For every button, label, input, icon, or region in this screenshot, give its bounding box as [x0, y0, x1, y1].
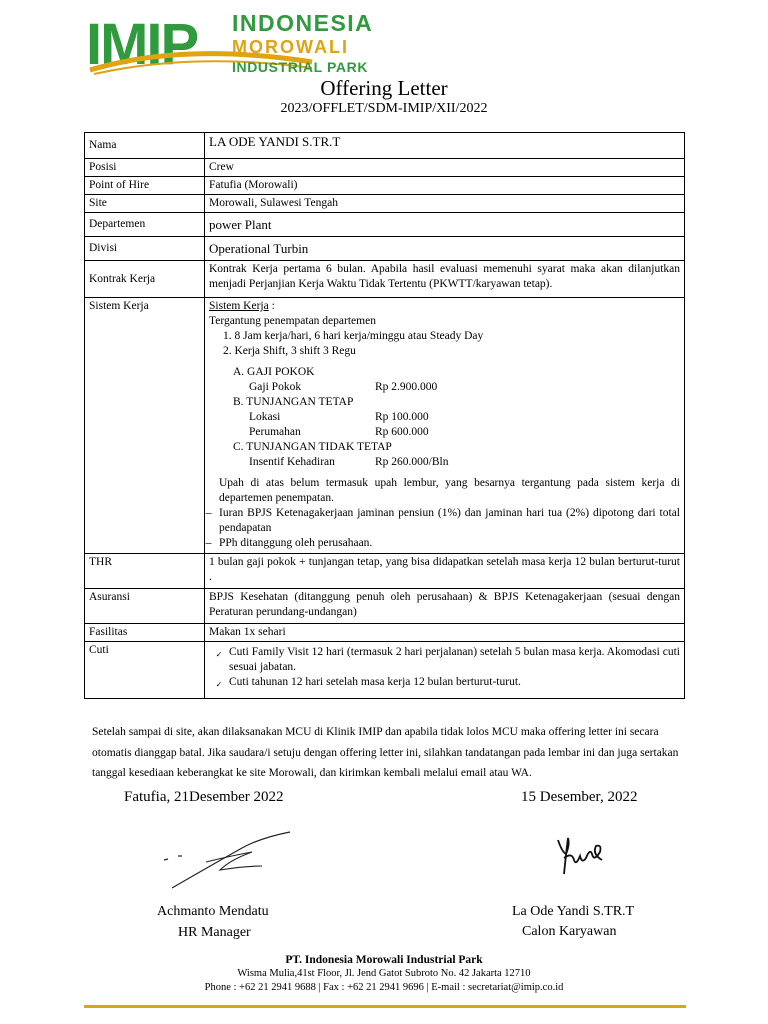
hr-name: Achmanto Mendatu	[157, 904, 269, 919]
tunjangan-tidak-tetap-title: C. TUNJANGAN TIDAK TETAP	[233, 441, 392, 453]
salary-row-gaji-pokok	[233, 380, 680, 395]
value-point-of-hire: Fatufia (Morowali)	[205, 177, 685, 195]
row-site	[85, 195, 685, 213]
label-thr: THR	[85, 554, 205, 589]
row-thr	[85, 554, 685, 589]
value-fasilitas: Makan 1x sehari	[205, 624, 685, 642]
note-pph: PPh ditanggung oleh perusahaan.	[219, 537, 373, 549]
salary-row-perumahan	[233, 425, 680, 440]
value-divisi: Operational Turbin	[205, 237, 685, 261]
row-point-of-hire	[85, 177, 685, 195]
value-cuti	[205, 642, 685, 699]
logo-line-2: MOROWALI	[232, 37, 349, 57]
row-posisi	[85, 159, 685, 177]
value-posisi: Crew	[205, 159, 685, 177]
footer-address: Wisma Mulia,41st Floor, Jl. Jend Gatot Subroto No. 42 Jakarta 12710	[237, 968, 531, 979]
row-cuti	[85, 642, 685, 699]
footer	[0, 953, 768, 995]
label-nama: Nama	[85, 133, 205, 159]
logo-wordmark	[232, 12, 373, 74]
row-nama	[85, 133, 685, 159]
sistem-heading	[209, 299, 680, 314]
tunjangan-tetap-title: B. TUNJANGAN TETAP	[233, 396, 354, 408]
sistem-intro: Tergantung penempatan departemen	[209, 315, 376, 327]
label-divisi: Divisi	[85, 237, 205, 261]
sistem-item-1: 1. 8 Jam kerja/hari, 6 hari kerja/minggu atau Steady Day	[223, 330, 484, 342]
label-cuti: Cuti	[85, 642, 205, 699]
value-nama: LA ODE YANDI S.TR.T	[205, 133, 685, 159]
cuti-item-1-text: Cuti Family Visit 12 hari (termasuk 2 hari perjalanan) setelah 5 bulan masa kerja. Akomodasi cuti sesuai jabatan.	[229, 646, 680, 673]
salary-row-insentif	[233, 455, 680, 470]
logo-line-3: INDUSTRIAL PARK	[232, 59, 369, 75]
bullet-marker: ✓	[215, 650, 223, 659]
offer-details-table	[84, 132, 685, 699]
gaji-pokok-label: Gaji Pokok	[249, 381, 302, 393]
sistem-item-2: 2. Kerja Shift, 3 shift 3 Regu	[223, 345, 356, 357]
note-bpjs: Iuran BPJS Ketenagakerjaan jaminan pensiun (1%) dan jaminan hari tua (2%) dipotong dari total pendapatan	[219, 507, 680, 534]
footer-contact: Phone : +62 21 2941 9688 | Fax : +62 21 2941 9696 | E-mail : secretariat@imip.co.id	[204, 982, 564, 993]
salary-row-lokasi	[233, 410, 680, 425]
bullet-marker: ✓	[215, 680, 223, 689]
left-place-date: Fatufia, 21Desember 2022	[124, 789, 284, 805]
hr-role: HR Manager	[178, 925, 251, 940]
label-point-of-hire: Point of Hire	[85, 177, 205, 195]
row-kontrak	[85, 261, 685, 298]
value-thr: 1 bulan gaji pokok + tunjangan tetap, yang bisa didapatkan setelah masa kerja 12 bulan berturut-turut .	[205, 554, 685, 589]
right-date: 15 Desember, 2022	[521, 789, 638, 805]
cuti-item-1	[209, 645, 680, 675]
label-sistem-kerja: Sistem Kerja	[85, 298, 205, 554]
label-posisi: Posisi	[85, 159, 205, 177]
label-fasilitas: Fasilitas	[85, 624, 205, 642]
lokasi-value: Rp 100.000	[375, 411, 429, 423]
row-asuransi	[85, 589, 685, 624]
reference-number: 2023/OFFLET/SDM-IMIP/XII/2022	[280, 101, 488, 116]
label-departemen: Departemen	[85, 213, 205, 237]
sistem-heading-text: Sistem Kerja	[209, 300, 269, 312]
sistem-heading-suffix: :	[268, 300, 275, 312]
candidate-signature	[552, 834, 607, 884]
gaji-pokok-value: Rp 2.900.000	[375, 381, 438, 393]
candidate-role: Calon Karyawan	[522, 924, 617, 939]
label-asuransi: Asuransi	[85, 589, 205, 624]
insentif-label: Insentif Kehadiran	[249, 456, 335, 468]
value-kontrak: Kontrak Kerja pertama 6 bulan. Apabila hasil evaluasi memenuhi syarat maka akan dilanjutkan menjadi Perjanjian Kerja Waktu Tidak Tertentu (PKWTT/karyawan tetap).	[205, 261, 685, 298]
value-departemen: power Plant	[205, 213, 685, 237]
footer-company: PT. Indonesia Morowali Industrial Park	[285, 954, 483, 966]
footer-divider	[84, 1005, 686, 1008]
value-asuransi: BPJS Kesehatan (ditanggung penuh oleh perusahaan) & BPJS Ketenagakerjaan (sesuai dengan Peraturan perundang-undangan)	[205, 589, 685, 624]
perumahan-value: Rp 600.000	[375, 426, 429, 438]
logo-mark: IMIP	[86, 12, 198, 77]
cuti-item-2-text: Cuti tahunan 12 hari setelah masa kerja 12 bulan berturut-turut.	[229, 676, 521, 688]
row-departemen	[85, 213, 685, 237]
salary-block	[233, 365, 680, 470]
gaji-pokok-title: A. GAJI POKOK	[233, 366, 315, 378]
candidate-name: La Ode Yandi S.TR.T	[512, 904, 635, 919]
value-site: Morowali, Sulawesi Tengah	[205, 195, 685, 213]
logo-line-1: INDONESIA	[232, 10, 374, 36]
row-divisi	[85, 237, 685, 261]
dash-marker: −	[205, 506, 213, 521]
label-site: Site	[85, 195, 205, 213]
note-pph-item	[205, 536, 680, 551]
insentif-value: Rp 260.000/Bln	[375, 456, 449, 468]
perumahan-label: Perumahan	[249, 426, 301, 438]
lokasi-label: Lokasi	[249, 411, 281, 423]
row-sistem-kerja	[85, 298, 685, 554]
note-bpjs-item	[205, 506, 680, 536]
cuti-item-2	[209, 675, 680, 692]
label-kontrak: Kontrak Kerja	[85, 261, 205, 298]
row-fasilitas	[85, 624, 685, 642]
value-sistem-kerja	[205, 298, 685, 554]
note-upah: Upah di atas belum termasuk upah lembur, yang besarnya tergantung pada sistem kerja di departemen penempatan.	[219, 477, 680, 504]
hr-signature	[150, 826, 300, 896]
page-title: Offering Letter	[320, 76, 448, 100]
dash-marker: −	[205, 536, 213, 551]
closing-paragraph: Setelah sampai di site, akan dilaksanakan MCU di Klinik IMIP dan apabila tidak lolos MCU maka offering letter ini secara otomatis dianggap batal. Jika saudara/i setuju dengan offering letter ini, silahkan tandatangan pada lembar ini dan juga sertakan tanggal kesediaan keberangkat ke site Morowali, dan kirimkan kembali melalui email atau WA.	[92, 726, 679, 779]
